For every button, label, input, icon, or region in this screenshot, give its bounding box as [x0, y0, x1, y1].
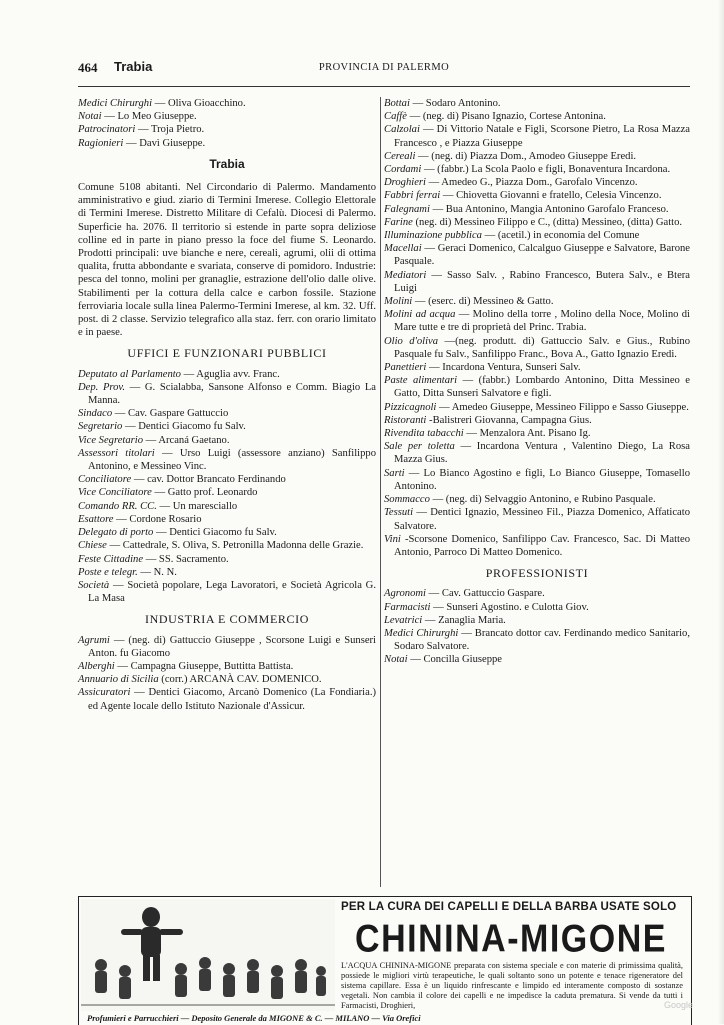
entry-category: Molini [384, 296, 413, 308]
directory-entry [78, 434, 376, 447]
industria-heading: INDUSTRIA E COMMERCIO [145, 612, 309, 627]
entry-category: Sarti [384, 467, 405, 479]
entry-category: Vice Segretario [78, 434, 144, 446]
directory-entry [78, 97, 376, 110]
uffici-list [78, 368, 376, 606]
entry-category: Tessuti [384, 507, 414, 519]
directory-entry [384, 269, 690, 295]
uffici-heading: UFFICI E FUNZIONARI PUBBLICI [127, 346, 327, 361]
entry-category: Pizzicagnoli [384, 401, 437, 413]
entry-text: — Campagna Giuseppe, Buttitta Battista. [117, 660, 294, 672]
entry-text: — Gatto prof. Leonardo [154, 487, 258, 499]
province-title: PROVINCIA DI PALERMO [318, 62, 450, 73]
directory-entry [78, 634, 376, 660]
directory-entry [384, 467, 690, 493]
entry-category: Illuminazione pubblica [384, 230, 482, 242]
entry-category: Poste e telegr. [78, 566, 138, 578]
directory-entry [78, 686, 376, 712]
entry-text: (corr.) ARCANÀ CAV. DOMENICO. [161, 674, 322, 686]
page-header [78, 60, 690, 78]
ad-brand-name: CHININA-MIGONE [355, 917, 667, 961]
entry-category: Farmacisti [384, 601, 431, 613]
entry-category: Fabbri ferrai [384, 190, 441, 202]
entry-category: Olio d'oliva [384, 335, 439, 347]
entry-text: — Cordone Rosario [116, 513, 202, 525]
entry-category: Patrocinatori [78, 124, 136, 136]
directory-entry [78, 579, 376, 605]
entry-category: Dep. Prov. [78, 381, 126, 393]
entry-category: Droghieri [384, 177, 426, 189]
entry-text: — Dentici Ignazio, Messineo Fil., Piazza Domenico, Affaticato Salvatore. [394, 507, 690, 532]
directory-entry [78, 123, 376, 136]
entry-category: Molini ad acqua [384, 309, 456, 321]
town-description: Comune 5108 abitanti. Nel Circondario di Palermo. Mandamento amministrativo e giud. ziario di Termini Imerese. Collegio Elettorale di Termini Imerese. Distretto Militare di Cefalù. Diocesi di Palermo. Superficie ha. 2076. Il territorio si estende in parte sopra deliziose colline ed in parte in piano presso la foce del fiume S. Leonardo. Prodotti principali: uve bianche e nere, cereali, agrumi, olii di ottima qualita, frutta abbondante e svariata, conserve di pomidoro. Industrie: pesca del tonno, molini per granaglie, estrazione dell'olio dalle olive. Stabilimenti per la cottura della calce e carbon fossile. Stazione ferroviaria locale sulla linea Palermo-Termini Imerese, al km. 32. Uff. post. di 2 classe. Servizio telegrafico alla staz. ferr. con orario limitato e in paese. [78, 182, 376, 339]
entry-category: Agronomi [384, 588, 426, 600]
entry-category: Assicuratori [78, 687, 131, 699]
entry-category: Sale per toletta [384, 441, 455, 453]
entry-category: Mediatori [384, 269, 427, 281]
directory-entry [384, 601, 690, 614]
watermark: Google [664, 1000, 694, 1010]
directory-entry [384, 203, 690, 216]
entry-text: — Lo Meo Giuseppe. [104, 111, 197, 123]
section-title: Trabia [209, 156, 245, 171]
directory-entry [384, 97, 690, 110]
entry-category: Panettieri [384, 362, 427, 374]
entry-category: Segretario [78, 421, 123, 433]
directory-entry [384, 533, 690, 559]
entry-text: — Un maresciallo [159, 500, 238, 512]
entry-category: Notai [384, 654, 408, 666]
entry-text: -Balistreri Giovanna, Campagna Gius. [429, 414, 592, 426]
entry-category: Calzolai [384, 124, 420, 136]
place-name: Trabia [114, 59, 153, 74]
entry-category: Medici Chirurghi [384, 627, 459, 639]
entry-text: — Sasso Salv. , Rabino Francesco, Butera Salv., e Btera Luigi [394, 269, 690, 294]
directory-entry [384, 374, 690, 400]
entry-text: — Davì Giuseppe. [125, 137, 206, 149]
directory-entry [78, 566, 376, 579]
entry-text: —(neg. produtt. di) Gattuccio Salv. e Gius., Rubino Pasquale fu Salv., Sanfilippo Franc., Bova A., Gatto Ignazio Eredi. [394, 335, 690, 360]
entry-text: — Amedeo Giuseppe, Messineo Filippo e Sasso Giuseppe. [439, 401, 689, 413]
left-top-entries [78, 97, 376, 150]
page-edge-shadow [718, 0, 724, 1024]
entry-text: — Sodaro Antonino. [412, 98, 501, 109]
directory-entry [384, 308, 690, 334]
page-number: 464 [78, 60, 98, 75]
entry-category: Conciliatore [78, 474, 132, 486]
entry-category: Società [78, 579, 110, 591]
entry-text: — Amedeo G., Piazza Dom., Garofalo Vincenzo. [428, 177, 638, 189]
header-rule [78, 86, 690, 87]
entry-category: Rivendita tabacchi [384, 428, 464, 440]
directory-entry [384, 150, 690, 163]
entry-text: — Oliva Gioacchino. [154, 98, 246, 109]
entry-text: — (neg. di) Pisano Ignazio, Cortese Antonina. [409, 111, 606, 123]
entry-text: -Scorsone Domenico, Sanfilippo Cav. Francesco, Sac. Di Matteo Antonio, Parroco Di Matteo Domenico. [394, 533, 690, 558]
directory-entry [78, 673, 376, 686]
entry-category: Levatrici [384, 614, 423, 626]
entry-category: Esattore [78, 513, 114, 525]
commerce-list [384, 97, 690, 559]
directory-entry [78, 420, 376, 433]
entry-text: (neg. di) Messineo Filippo e C., (ditta) Messineo, (ditta) Gatto. [415, 216, 683, 228]
directory-entry [384, 493, 690, 506]
entry-text: — Zanaglia Maria. [424, 614, 506, 626]
directory-entry [78, 513, 376, 526]
directory-entry [384, 242, 690, 268]
professionisti-list [384, 587, 690, 666]
entry-category: Sommacco [384, 494, 430, 506]
entry-category: Farine [384, 216, 413, 228]
entry-text: — Troja Pietro. [137, 124, 205, 136]
directory-entry [384, 176, 690, 189]
entry-category: Falegnami [384, 203, 430, 215]
entry-category: Assessori titolari [78, 447, 155, 459]
entry-category: Annuario di Sicilia [78, 674, 159, 686]
directory-entry [78, 526, 376, 539]
directory-entry [384, 110, 690, 123]
directory-entry [384, 427, 690, 440]
entry-category: Alberghi [78, 660, 115, 672]
directory-entry [384, 216, 690, 229]
directory-entry [78, 368, 376, 381]
directory-entry [78, 660, 376, 673]
entry-text: — (fabbr.) La Scola Paolo e figli, Bonaventura Incardona. [423, 164, 671, 176]
column-divider [380, 97, 381, 887]
entry-text: — Incardona Ventura , Valentino Diego, La Rosa Mazza Gius. [394, 441, 690, 466]
entry-text: — cav. Dottor Brancato Ferdinando [133, 474, 286, 486]
entry-category: Bottai [384, 98, 410, 109]
directory-entry [78, 407, 376, 420]
entry-category: Medici Chirurghi [78, 98, 153, 109]
directory-entry [384, 163, 690, 176]
entry-text: — SS. Sacramento. [145, 553, 229, 565]
entry-text: — Cav. Gaspare Gattuccio [114, 408, 229, 420]
directory-entry [384, 123, 690, 149]
entry-category: Cordami [384, 164, 422, 176]
entry-text: — Chiovetta Giovanni e fratello, Celesia Vincenzo. [442, 190, 662, 202]
entry-text: — Geraci Domenico, Calcalguo Giuseppe e Salvatore, Barone Pasquale. [394, 243, 690, 268]
directory-entry [384, 506, 690, 532]
entry-text: — N. N. [140, 566, 177, 578]
entry-category: Chiese [78, 540, 107, 552]
directory-entry [384, 653, 690, 666]
entry-text: — Aguglia avv. Franc. [183, 368, 280, 380]
entry-category: Paste alimentari [384, 375, 458, 387]
directory-entry [384, 614, 690, 627]
left-column [78, 97, 376, 713]
entry-category: Sindaco [78, 408, 113, 420]
entry-text: — Dentici Giacomo fu Salv. [125, 421, 246, 433]
directory-entry [384, 361, 690, 374]
directory-entry [384, 440, 690, 466]
entry-text: — Lo Bianco Agostino e figli, Lo Bianco Giuseppe, Tomasello Antonino. [394, 467, 690, 492]
directory-entry [384, 189, 690, 202]
directory-entry [78, 137, 376, 150]
entry-text: — Incardona Ventura, Sunseri Salv. [429, 362, 581, 374]
advertisement-illustration [81, 899, 335, 1011]
directory-entry [78, 473, 376, 486]
entry-text: — Concilla Giuseppe [410, 654, 502, 666]
entry-text: — Società popolare, Lega Lavoratori, e Società Agricola G. La Masa [88, 579, 376, 605]
entry-text: — (neg. di) Piazza Dom., Amodeo Giuseppe Eredi. [418, 150, 637, 162]
directory-entry [78, 486, 376, 499]
entry-text: — (eserc. di) Messineo & Gatto. [414, 296, 554, 308]
entry-text: — Dentici Giacomo, Arcanò Domenico (La Fondiaria.) ed Agente locale dello Istituto Nazionale d'Assicur. [88, 687, 377, 712]
entry-text: — Menzalora Ant. Pisano Ig. [466, 428, 591, 440]
entry-category: Deputato al Parlamento [78, 368, 181, 380]
entry-text: — Cav. Gattuccio Gaspare. [428, 588, 545, 600]
entry-category: Delegato di porto [78, 527, 154, 539]
directory-entry [384, 229, 690, 242]
entry-text: — (fabbr.) Lombardo Antonino, Ditta Messineo e Gatto, Ditta Sunseri Salvatore e figli. [394, 375, 690, 400]
industria-list [78, 634, 376, 713]
right-column [384, 97, 690, 667]
entry-category: Notai [78, 111, 102, 123]
entry-category: Macellai [384, 243, 422, 255]
entry-category: Comando RR. CC. [78, 500, 157, 512]
directory-entry [384, 587, 690, 600]
entry-category: Cereali [384, 150, 416, 162]
entry-text: — Cattedrale, S. Oliva, S. Petronilla Madonna delle Grazie. [109, 540, 364, 552]
entry-text: — Molino della torre , Molino della Noce, Molino di Mare tutte e tre di proprietà del Princ. Trabia. [394, 309, 690, 334]
entry-category: Vice Conciliatore [78, 487, 152, 499]
entry-text: — Di Vittorio Natale e Figli, Scorsone Pietro, La Rosa Mazza Francesco , e Piazza Giuseppe [394, 124, 690, 149]
directory-entry [78, 381, 376, 407]
entry-text: — Bua Antonino, Mangia Antonino Garofalo Franceso. [432, 203, 669, 215]
directory-entry [78, 539, 376, 552]
entry-category: Caffè [384, 111, 407, 123]
entry-category: Vini [384, 533, 401, 545]
entry-text: — Urso Luigi (assessore anziano) Sanfilippo Antonino, e Messineo Vinc. [88, 447, 376, 473]
professionisti-heading: PROFESSIONISTI [485, 566, 589, 581]
entry-category: Feste Cittadine [78, 553, 144, 565]
entry-category: Agrumi [78, 634, 110, 646]
ad-body-text: L'ACQUA CHININA-MIGONE preparata con sistema speciale e con materie di primissima qualità, possiede le migliori virtù terapeutiche, le quali soltanto sono un potente e tenace rigeneratore del sistema capillare. Essa è un liquido rinfrescante e limpido ed interamente composto di sostanze vegetali. Non cambia il colore dei capelli e ne impedisce la caduta prematura. Si vende da tutti i Farmacisti, Droghieri, [341, 961, 683, 1010]
entry-text: — Arcaná Gaetano. [145, 434, 230, 446]
entry-text: — Dentici Giacomo fu Salv. [155, 527, 277, 539]
directory-entry [384, 401, 690, 414]
advertisement [78, 896, 692, 1025]
entry-text: — (neg. di) Selvaggio Antonino, e Rubino Pasquale. [432, 494, 656, 506]
directory-entry [78, 447, 376, 473]
directory-entry [78, 553, 376, 566]
entry-category: Ristoranti [384, 414, 427, 426]
ad-footer-text: Profumieri e Parrucchieri — Deposito Generale da MIGONE & C. — MILANO — Via Orefici [87, 1013, 421, 1023]
directory-entry [384, 627, 690, 653]
entry-text: — Sunseri Agostino. e Culotta Giov. [433, 601, 589, 613]
entry-category: Ragionieri [78, 137, 124, 149]
entry-text: — G. Scialabba, Sansone Alfonso e Comm. Biagio La Manna. [88, 381, 377, 407]
directory-entry [78, 110, 376, 123]
directory-entry [78, 500, 376, 513]
ad-headline: PER LA CURA DEI CAPELLI E DELLA BARBA USATE SOLO [341, 901, 677, 913]
directory-entry [384, 335, 690, 361]
directory-entry [384, 414, 690, 427]
entry-text: — (acetil.) in economia del Comune [484, 230, 640, 242]
entry-text: — Brancato dottor cav. Ferdinando medico Sanitario, Sodaro Salvatore. [394, 627, 690, 653]
directory-entry [384, 295, 690, 308]
entry-text: — (neg. di) Gattuccio Giuseppe , Scorsone Luigi e Sunseri Anton. fu Giacomo [88, 634, 376, 659]
